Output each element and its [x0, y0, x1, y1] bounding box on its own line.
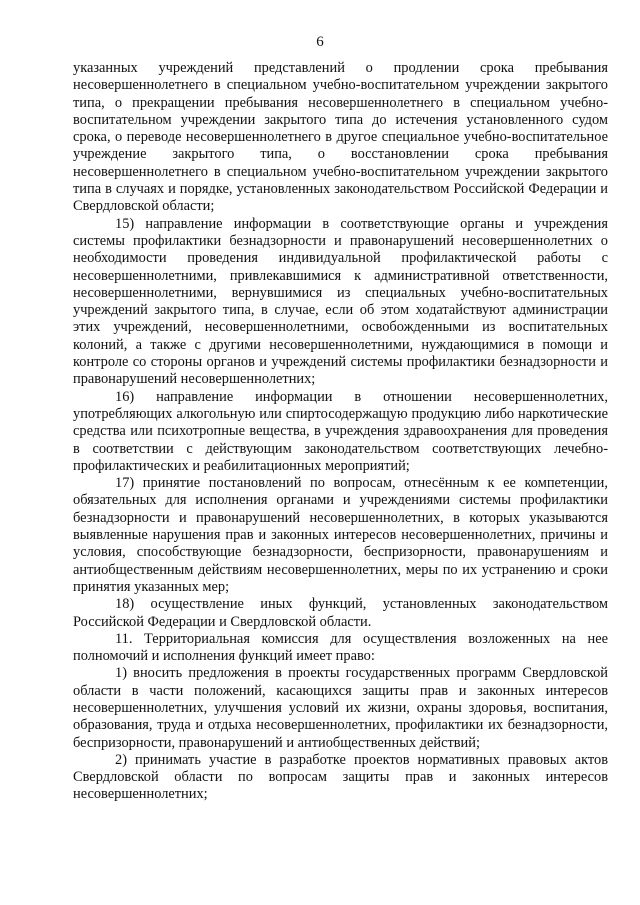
page-number: 6	[316, 34, 324, 50]
paragraph-3: 16) направление информации в отношении несовершеннолетних, употребляющих алкогольную или спиртосодержащую продукцию либо наркотические средства или психотропные вещества, в учреждения здравоохранения для проведения в соответствии с действующим законодательством соответствующих лечебно-профилактических и реабилитационных мероприятий;	[73, 388, 608, 474]
paragraph-7: 1) вносить предложения в проекты государственных программ Свердловской области в части положений, касающихся защиты прав и законных интересов несовершеннолетних, улучшения условий их жизни, охраны здоровья, воспитания, образования, труда и отдыха несовершеннолетних, профилактики их безнадзорности, беспризорности, правонарушений и антиобщественных действий;	[73, 665, 608, 751]
paragraph-8: 2) принимать участие в разработке проектов нормативных правовых актов Свердловской области по вопросам защиты прав и законных интересов несовершеннолетних;	[73, 751, 608, 803]
paragraph-1: указанных учреждений представлений о продлении срока пребывания несовершеннолетнего в специальном учебно-воспитательном учреждении закрытого типа, о прекращении пребывания несовершеннолетнего в специальном учебно-воспитательном учреждении закрытого типа до истечения установленного судом срока, о переводе несовершеннолетнего в другое специальное учебно-воспитательное учреждение закрытого типа, о восстановлении срока пребывания несовершеннолетнего в специальном учебно-воспитательном учреждении закрытого типа в случаях и порядке, установленных законодательством Российской Федерации и Свердловской области;	[73, 60, 608, 215]
document-body	[73, 60, 608, 804]
paragraph-5: 18) осуществление иных функций, установленных законодательством Российской Федерации и Свердловской области.	[73, 596, 608, 630]
paragraph-2: 15) направление информации в соответствующие органы и учреждения системы профилактики безнадзорности и правонарушений несовершеннолетних о необходимости проведения индивидуальной профилактической работы с несовершеннолетними, привлекавшимися к административной ответственности, несовершеннолетними, вернувшимися из специальных учебно-воспитательных учреждений закрытого типа, в случае, если об этом ходатайствуют администрации этих учреждений, несовершеннолетними, освобожденными из воспитательных колоний, а также с другими несовершеннолетними, нуждающимися в помощи и контроле со стороны органов и учреждений системы профилактики безнадзорности и правонарушений несовершеннолетних;	[73, 215, 608, 388]
paragraph-4: 17) принятие постановлений по вопросам, отнесённым к ее компетенции, обязательных для исполнения органами и учреждениями системы профилактики безнадзорности и правонарушений несовершеннолетних, в которых указываются выявленные нарушения прав и законных интересов несовершеннолетних, причины и условия, способствующие безнадзорности, беспризорности, правонарушениям и антиобщественным действиям несовершеннолетних, меры по их устранению и сроки принятия указанных мер;	[73, 475, 608, 595]
paragraph-6: 11. Территориальная комиссия для осуществления возложенных на нее полномочий и исполнения функций имеет право:	[73, 630, 608, 665]
